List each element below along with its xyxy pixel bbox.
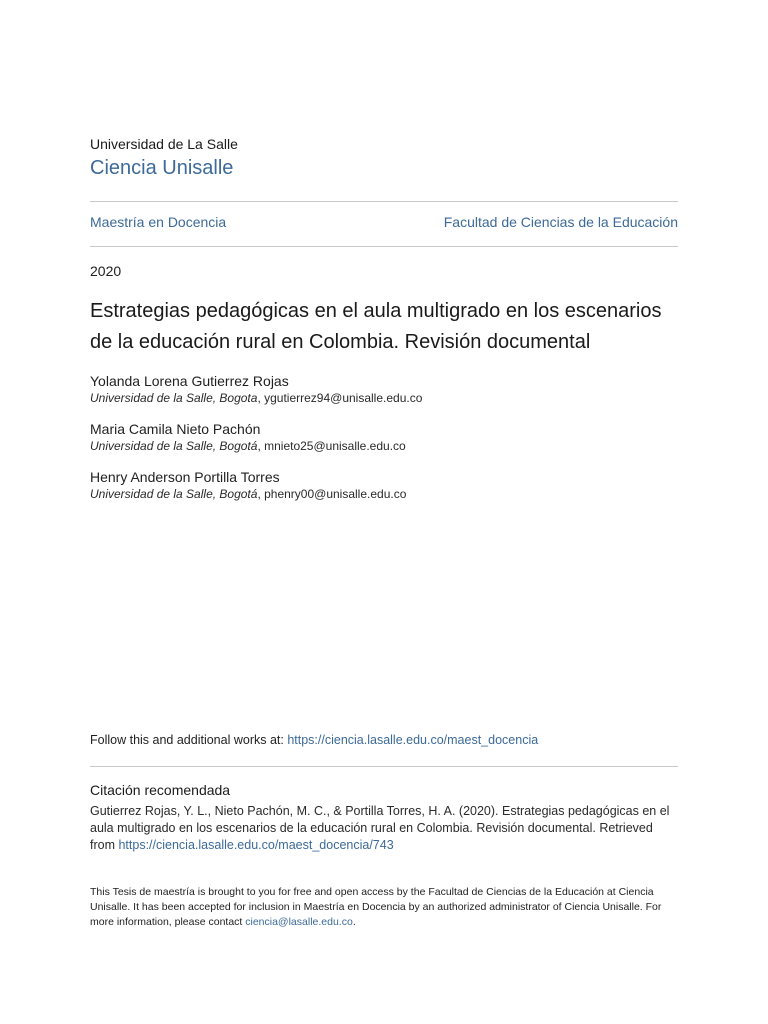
access-notice [90,885,678,930]
citation-text [90,803,678,854]
nav-divider [90,246,678,247]
collection-nav [90,214,678,230]
citation-url-link[interactable]: https://ciencia.lasalle.edu.co/maest_docencia/743 [118,838,394,852]
program-link[interactable]: Maestría en Docencia [90,214,227,230]
citation-heading: Citación recomendada [90,782,231,798]
collection-url-link[interactable]: https://ciencia.lasalle.edu.co/maest_docencia [287,733,539,747]
citation-body: Gutierrez Rojas, Y. L., Nieto Pachón, M. C., & Portilla Torres, H. A. (2020). Estrategias pedagógicas en el aula multigrado en los escenarios de la educación rural en Colombia. Revisión documental. Retrieved from [90,804,670,852]
cover-page [90,0,678,1024]
author-name: Yolanda Lorena Gutierrez Rojas [90,373,289,389]
top-divider [90,201,678,202]
author-name: Maria Camila Nieto Pachón [90,421,261,437]
follow-prefix: Follow this and additional works at: [90,733,288,747]
repository-link[interactable]: Ciencia Unisalle [90,157,234,179]
author-block [90,420,678,454]
document-title: Estrategias pedagógicas en el aula multigrado en los escenarios de la educación rural en Colombia. Revisión documental [90,300,662,353]
author-email: , ygutierrez94@unisalle.edu.co [257,391,423,405]
affiliation-text: Universidad de la Salle, Bogotá [90,439,258,453]
affiliation-text: Universidad de la Salle, Bogotá [90,487,258,501]
author-affiliation [90,438,678,454]
author-email: , phenry00@unisalle.edu.co [257,487,407,501]
faculty-link[interactable]: Facultad de Ciencias de la Educación [443,214,678,230]
institution-name: Universidad de La Salle [90,136,238,152]
author-affiliation [90,390,678,406]
citation-divider [90,766,678,767]
access-notice-text: This Tesis de maestría is brought to you for free and open access by the Facultad de Ciencias de la Educación at Ciencia Unisalle. It has been accepted for inclusion in Maestría en Docencia by an authorized administrator of Ciencia Unisalle. For more information, please contact [90,886,662,928]
author-email: , mnieto25@unisalle.edu.co [257,439,406,453]
author-block [90,468,678,502]
contact-email-link[interactable]: ciencia@lasalle.edu.co [245,916,353,928]
affiliation-text: Universidad de la Salle, Bogota [90,391,258,405]
follow-line [90,733,538,747]
access-notice-suffix: . [352,916,356,928]
author-block [90,372,678,406]
author-name: Henry Anderson Portilla Torres [90,469,280,485]
publication-year: 2020 [90,263,122,279]
author-affiliation [90,486,678,502]
